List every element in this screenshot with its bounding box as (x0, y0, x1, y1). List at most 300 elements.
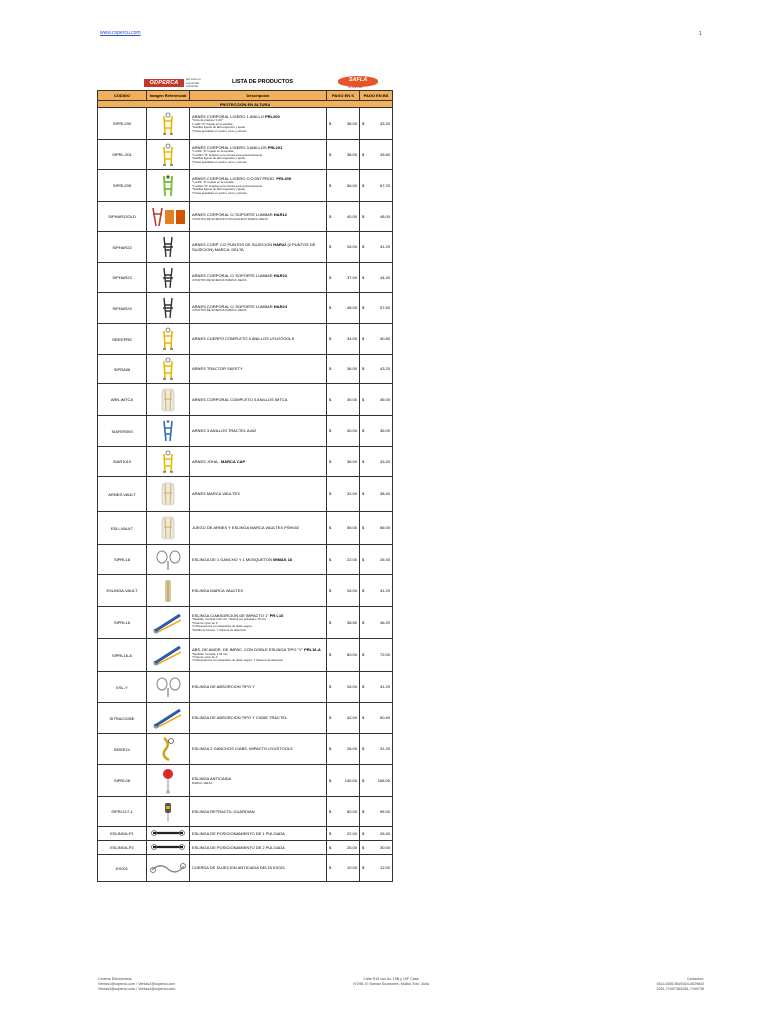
product-price-usd (327, 170, 360, 202)
product-image (147, 416, 190, 447)
product-code: SIPRL18 (98, 545, 147, 575)
harness-yellow-icon (148, 450, 188, 474)
product-detail-line: *Hebilla de fricción. Y Sistema de absorción (192, 627, 247, 632)
product-title: ARNES CUERPO COMPLETO 5 ANILLOS UYUSTOOLS (192, 336, 295, 342)
product-price-usd (327, 108, 360, 140)
product-title: ARNES TRACTOR SAFETY (192, 366, 243, 372)
safla-logo: SAFLA (338, 76, 378, 87)
strap-dark-icon (148, 828, 188, 839)
product-image (147, 607, 190, 639)
price-bs-value: 30.00 (379, 844, 390, 850)
currency-symbol: $ (362, 182, 365, 188)
product-price-bs (360, 170, 393, 202)
product-model: HAR22 (273, 241, 287, 247)
product-description (190, 293, 327, 324)
product-code: SIPRL16 (98, 607, 147, 639)
currency-symbol: $ (362, 777, 365, 783)
product-code: SEIEELV (98, 734, 147, 765)
price-usd-value: 10.00 (346, 865, 357, 870)
product-detail-line: *2 Mosquetones con dispositivo de doble seguro, Y Sistema de absorción (192, 658, 284, 663)
price-usd-value: 26.00 (346, 587, 357, 593)
product-detail-line: *Medidas: Cerrada, 1.96 mts (192, 651, 228, 656)
harness-yellow-icon (148, 112, 188, 136)
product-price-bs (360, 447, 393, 477)
product-title: ESLINGA DE ABSORCION TIPO Y (192, 684, 255, 690)
currency-symbol: $ (362, 746, 365, 751)
price-bs-value: 66.00 (379, 525, 390, 530)
currency-symbol: $ (329, 244, 332, 249)
harness-dark-icon (148, 266, 188, 290)
product-model: PR L16 (269, 612, 284, 618)
product-price-bs (360, 202, 393, 232)
price-usd-value: 30.00 (346, 396, 357, 402)
currency-symbol: $ (329, 458, 332, 464)
product-image (147, 447, 190, 477)
currency-symbol: $ (362, 556, 365, 562)
retractable-red-icon (148, 768, 188, 794)
harness-yellow-icon (148, 357, 188, 381)
product-image (147, 324, 190, 355)
product-code: ARNES-VAULT (98, 477, 147, 512)
product-image (147, 384, 190, 416)
product-price-usd (327, 324, 360, 355)
product-title: JUEGO DE ARNES Y ESLINGA MARCA VAULTEX PSH002 (192, 525, 300, 531)
currency-symbol: $ (329, 652, 332, 657)
product-code: ESLINGA-P1 (98, 827, 147, 841)
footer-emails-line: Ventas1@copercu.com / Ventas2@copercu.com (98, 982, 176, 986)
product-price-bs (360, 324, 393, 355)
product-price-bs (360, 512, 393, 545)
product-code: ESLINGA-P2 (98, 841, 147, 855)
price-bs-value: 43.20 (379, 120, 390, 126)
lanyard-grey-icon (148, 676, 188, 698)
product-price-usd (327, 355, 360, 384)
price-usd-value: 25.00 (346, 844, 357, 850)
currency-symbol: $ (362, 120, 365, 126)
product-code: SIPRL16-A (98, 639, 147, 672)
product-price-usd (327, 384, 360, 416)
currency-symbol: $ (329, 830, 332, 836)
product-description (190, 108, 327, 140)
product-description (190, 170, 327, 202)
product-code: SIPHAR12OLD (98, 202, 147, 232)
table-row (98, 477, 393, 512)
product-description (190, 797, 327, 827)
product-description (190, 324, 327, 355)
coperca-tagline: del todo en seguridad industrial (186, 77, 201, 88)
currency-symbol: $ (362, 336, 365, 341)
footer-address-line: Calle R15 con Av. 19B y 19F Casa (363, 977, 419, 981)
product-image (147, 202, 190, 232)
product-model: HAR23 (273, 273, 287, 279)
product-price-usd (327, 232, 360, 263)
product-price-bs (360, 545, 393, 575)
product-price-bs (360, 855, 393, 882)
product-detail-line: 3 PUNTOS DE SUJECION MARCA: DELTA (192, 277, 247, 282)
product-image (147, 639, 190, 672)
price-usd-value: 22.00 (346, 556, 357, 562)
product-detail-line: 1 anillo "D" forjado en la espalda (192, 121, 233, 126)
product-price-usd (327, 416, 360, 447)
product-detail-line: 4 PUNTOS DE SUJECION CON CHALECO MARCA: DELTA (192, 216, 268, 221)
harness-green-icon (148, 174, 188, 198)
product-image (147, 797, 190, 827)
currency-symbol: $ (329, 808, 332, 814)
product-price-bs (360, 108, 393, 140)
price-bs-value: 50.40 (379, 715, 390, 720)
table-row (98, 827, 393, 841)
product-image (147, 512, 190, 545)
currency-symbol: $ (329, 619, 332, 625)
list-title: LISTA DE PRODUCTOS (232, 79, 294, 85)
product-title: ESLINGA MARCA VAULTEX (192, 587, 244, 593)
product-detail-line: *Cintas ajustables en pecho, torso y piernas (192, 190, 247, 195)
footer-emails-line: Ventas3@copercu.com / Ventas4@copercu.com (98, 987, 176, 991)
product-code: SIPRA06 (98, 355, 147, 384)
currency-symbol: $ (362, 844, 365, 850)
lanyard-grey-icon (148, 549, 188, 571)
table-row (98, 108, 393, 140)
product-code: SIPRL117-1 (98, 797, 147, 827)
product-description (190, 202, 327, 232)
currency-symbol: $ (329, 396, 332, 402)
product-code: SIAR1010 (98, 447, 147, 477)
product-price-bs (360, 263, 393, 293)
product-price-usd (327, 797, 360, 827)
product-image (147, 575, 190, 607)
footer-address-line: N°298, El Samán Sucesores, Maiba, Edo. Zulia (353, 982, 429, 986)
price-bs-value: 44.40 (379, 274, 390, 280)
product-detail-line: *Hebillas ligeras de fácil enganche y ajuste (192, 156, 246, 161)
table-row (98, 607, 393, 639)
product-description (190, 672, 327, 703)
table-row (98, 734, 393, 765)
product-price-usd (327, 827, 360, 841)
table-row (98, 263, 393, 293)
product-title: ARNES JOHA - (192, 458, 221, 464)
currency-symbol: $ (362, 458, 365, 464)
product-detail-line: *Medidas: Cerrada 1.96 mts. *Abierta (en activada 1.75 mts. (192, 617, 267, 622)
currency-symbol: $ (329, 120, 332, 126)
price-bs-value: 40.80 (379, 336, 390, 341)
product-description (190, 639, 327, 672)
currency-symbol: $ (362, 652, 365, 657)
table-row (98, 170, 393, 202)
currency-symbol: $ (329, 213, 332, 219)
price-bs-value: 57.60 (379, 305, 390, 310)
product-table (97, 90, 393, 882)
table-row (98, 855, 393, 882)
product-title: ABS. DE AMOR. DE IMPAC. CON DOBLE ESLINGA TIPO "Y" (192, 647, 305, 653)
currency-symbol: $ (329, 556, 332, 562)
product-image (147, 263, 190, 293)
product-price-bs (360, 734, 393, 765)
product-code: ESLINGA-VAULT (98, 575, 147, 607)
product-title: ESLINGA 2 GANCHOS C/ABS. IMPACTO UYUSTOOLS (192, 746, 293, 752)
coperca-logo: ODPERCA (144, 79, 184, 87)
product-title: ESLINGA DE POSICIONAMIENTO DE 1 PULGADA (192, 830, 285, 836)
currency-symbol: $ (329, 865, 332, 870)
product-image (147, 355, 190, 384)
product-description (190, 140, 327, 170)
product-detail-line: *2 anillos "D" forjados en la cintura para posicionamiento (192, 183, 263, 188)
product-description (190, 703, 327, 734)
product-price-usd (327, 293, 360, 324)
product-code: SIPHAR22 (98, 232, 147, 263)
currency-symbol: $ (362, 684, 365, 689)
product-image (147, 703, 190, 734)
table-row (98, 355, 393, 384)
price-bs-value: 168.00 (377, 777, 390, 783)
product-title: ARNES MARCA VAULTEX (192, 491, 240, 497)
product-description (190, 416, 327, 447)
product-code: ARN-IMTCA (98, 384, 147, 416)
product-price-usd (327, 263, 360, 293)
table-header-row (98, 91, 393, 101)
harness-blue-icon (148, 419, 188, 443)
product-price-usd (327, 639, 360, 672)
product-description (190, 575, 327, 607)
document-header (97, 76, 392, 90)
currency-symbol: $ (362, 587, 365, 593)
product-image (147, 140, 190, 170)
product-detail-line: *Hebillas ligeras de fácil enganche y ajuste (192, 125, 246, 130)
currency-symbol: $ (362, 715, 365, 720)
currency-symbol: $ (362, 428, 365, 433)
product-description (190, 355, 327, 384)
product-extra: (2 PUNTOS DE SUJECION) MARCA: DELTA (192, 241, 316, 252)
footer-contacts-line: 0261-7199738/0261-7199738 (656, 987, 704, 991)
price-usd-value: 55.00 (346, 525, 357, 530)
product-image (147, 672, 190, 703)
price-bs-value: 12.00 (379, 865, 390, 870)
section-row (98, 101, 393, 108)
currency-symbol: $ (362, 491, 365, 496)
harness-red-icon (148, 206, 188, 228)
harness-yellow-icon (148, 143, 188, 167)
currency-symbol: $ (329, 715, 332, 720)
product-code: SIPHAR24 (98, 293, 147, 324)
product-title: ESLINGA DE 1 GANCHO Y 1 MOSQUETON (192, 556, 274, 562)
column-header-image: Imagen Referencial (147, 91, 190, 101)
product-image (147, 841, 190, 855)
safla-tagline: de seguridad (348, 86, 363, 89)
price-bs-value: 43.20 (379, 458, 390, 464)
price-usd-value: 34.00 (346, 336, 357, 341)
product-detail-line: *Cinta de nylon de 1" (192, 655, 219, 660)
currency-symbol: $ (362, 366, 365, 371)
product-price-usd (327, 512, 360, 545)
product-code: SIPRL-201 (98, 140, 147, 170)
product-code: EX021 (98, 855, 147, 882)
product-price-usd (327, 734, 360, 765)
product-price-bs (360, 355, 393, 384)
product-price-bs (360, 416, 393, 447)
product-title: ESLINGA RETRACTIL GUARDIAN (192, 808, 255, 814)
harness-white-icon (148, 387, 188, 413)
price-bs-value: 31.20 (379, 244, 390, 249)
product-code: SIPRL205 (98, 170, 147, 202)
product-model: PRL16-A (304, 647, 321, 653)
website-link[interactable]: www.copercu.com (100, 30, 141, 36)
product-description (190, 827, 327, 841)
currency-symbol: $ (362, 808, 365, 814)
product-title: ARNES CORPORAL C/ SOPORTE LUMBAR (192, 212, 274, 218)
product-model: HAR24 (273, 303, 287, 309)
price-bs-value: 26.40 (379, 556, 390, 562)
footer-address (336, 977, 446, 987)
price-bs-value: 43.20 (379, 366, 390, 371)
product-title: ARNES CORPORAL LIGERO C/CONT.PROD. (192, 175, 277, 181)
product-description (190, 545, 327, 575)
currency-symbol: $ (329, 684, 332, 689)
table-row (98, 703, 393, 734)
product-title: ESLINGA DE ABSORCION TIPO Y C026E TRACTEL (192, 715, 288, 721)
product-description (190, 765, 327, 797)
currency-symbol: $ (362, 213, 365, 219)
product-price-bs (360, 477, 393, 512)
price-bs-value: 36.00 (379, 396, 390, 402)
table-row (98, 416, 393, 447)
column-header-price-bs: PAGO EN BS (360, 91, 393, 101)
price-usd-value: 60.00 (346, 652, 357, 657)
product-price-bs (360, 232, 393, 263)
currency-symbol: $ (362, 830, 365, 836)
price-usd-value: 80.00 (346, 808, 357, 814)
table-row (98, 293, 393, 324)
column-header-code: CODIGO (98, 91, 147, 101)
price-usd-value: 38.00 (346, 151, 357, 157)
currency-symbol: $ (362, 244, 365, 249)
column-header-description: Descripción (190, 91, 327, 101)
product-price-bs (360, 384, 393, 416)
currency-symbol: $ (362, 274, 365, 280)
rope-grey-icon (148, 860, 188, 876)
price-bs-value: 67.20 (379, 182, 390, 188)
footer-contacts-line: 0414-6351364/0424-6529843 (656, 982, 704, 986)
price-usd-value: 140.00 (344, 777, 357, 783)
retractable-grey-icon (148, 801, 188, 823)
currency-symbol: $ (362, 396, 365, 402)
table-row (98, 765, 393, 797)
currency-symbol: $ (329, 587, 332, 593)
table-row (98, 797, 393, 827)
currency-symbol: $ (329, 336, 332, 341)
harness-white-icon (148, 481, 188, 507)
product-description (190, 263, 327, 293)
table-row (98, 639, 393, 672)
product-image (147, 293, 190, 324)
product-title: CUERDA DE SUJECION ANTICAIDA DELTA EX021 (192, 865, 285, 871)
product-description (190, 477, 327, 512)
product-price-usd (327, 672, 360, 703)
price-bs-value: 46.20 (379, 619, 390, 625)
product-price-bs (360, 703, 393, 734)
currency-symbol: $ (329, 182, 332, 188)
product-detail-line: *Hebillas ligeras de fácil enganche y ajuste (192, 187, 246, 192)
product-price-usd (327, 575, 360, 607)
product-detail-line: *2 anillos "D" forjados en la cintura para posicionamiento (192, 152, 263, 157)
harness-yellow-icon (148, 327, 188, 351)
currency-symbol: $ (329, 274, 332, 280)
footer-emails-title: Correos Electrónicos: (98, 977, 133, 981)
product-detail-line: *2 Mosquetones con dispositivo de doble seguro (192, 624, 253, 629)
product-detail-line: *Cinta de nylon de 1" (192, 620, 219, 625)
product-description (190, 855, 327, 882)
product-title: ARNÉS CORPORAL LIGERO 3 ANILLOS (192, 144, 268, 150)
product-code: ESL-Y (98, 672, 147, 703)
product-detail-line: *1 anillo "D" forjado en la espalda (192, 180, 234, 185)
product-detail-line: 4 PUNTOS DE SUJECION MARCA: DELTA (192, 308, 247, 313)
price-usd-value: 26.00 (346, 244, 357, 249)
table-row (98, 140, 393, 170)
product-price-usd (327, 703, 360, 734)
product-title: ESLINGA C/ABSORCION DE IMPACTO 1" (192, 612, 270, 618)
product-detail-line: *Cintas ajustables en pecho, torso y piernas (192, 159, 247, 164)
price-bs-value: 72.00 (379, 652, 390, 657)
product-image (147, 734, 190, 765)
product-price-bs (360, 672, 393, 703)
product-price-usd (327, 841, 360, 855)
product-model: HAR12 (273, 212, 287, 218)
table-row (98, 447, 393, 477)
product-title: ARNES CORPORAL C/ SOPORTE LUMBAR (192, 273, 274, 279)
price-usd-value: 42.00 (346, 715, 357, 720)
price-bs-value: 48.00 (379, 213, 390, 219)
price-bs-value: 26.40 (379, 830, 390, 836)
table-row (98, 575, 393, 607)
product-detail-line: *Cinta de poliéster 1 3/4" (192, 118, 223, 123)
product-price-bs (360, 140, 393, 170)
product-code: ESLI-VAULT (98, 512, 147, 545)
lanyard-yellow-icon (148, 736, 188, 762)
product-code: SIPRL200 (98, 108, 147, 140)
price-usd-value: 37.00 (346, 274, 357, 280)
currency-symbol: $ (362, 305, 365, 310)
product-model: MIMAS 18 (273, 556, 293, 562)
currency-symbol: $ (329, 366, 332, 371)
product-title: ARNES CORPORAL C/ SOPORTE LUMBAR (192, 303, 274, 309)
product-description (190, 384, 327, 416)
lanyard-tan-icon (148, 579, 188, 603)
column-header-price-usd: PAGO EN S (327, 91, 360, 101)
product-price-bs (360, 765, 393, 797)
lanyard-blue-icon (148, 706, 188, 730)
product-price-usd (327, 140, 360, 170)
currency-symbol: $ (329, 844, 332, 850)
product-image (147, 170, 190, 202)
currency-symbol: $ (362, 865, 365, 870)
product-model: PRL200 (265, 113, 280, 119)
product-code: SIPRL08 (98, 765, 147, 797)
currency-symbol: $ (329, 777, 332, 783)
product-detail-line: *1 anillo "D" forjado en la espalda (192, 149, 234, 154)
price-usd-value: 36.00 (346, 120, 357, 126)
price-bs-value: 38.40 (379, 491, 390, 496)
product-title: ESLINGA DE POSICIONAMIENTO DE 2 PULGADA (192, 844, 285, 850)
lanyard-blue-icon (148, 643, 188, 667)
price-bs-value: 96.00 (379, 808, 390, 814)
table-row (98, 324, 393, 355)
table-row (98, 384, 393, 416)
price-usd-value: 48.00 (346, 305, 357, 310)
product-price-bs (360, 827, 393, 841)
product-price-bs (360, 797, 393, 827)
product-description (190, 512, 327, 545)
harness-dark-icon (148, 235, 188, 259)
product-title: ARNÉS CORPORAL LIGERO 1 ANILLO (192, 113, 265, 119)
currency-symbol: $ (329, 525, 332, 530)
